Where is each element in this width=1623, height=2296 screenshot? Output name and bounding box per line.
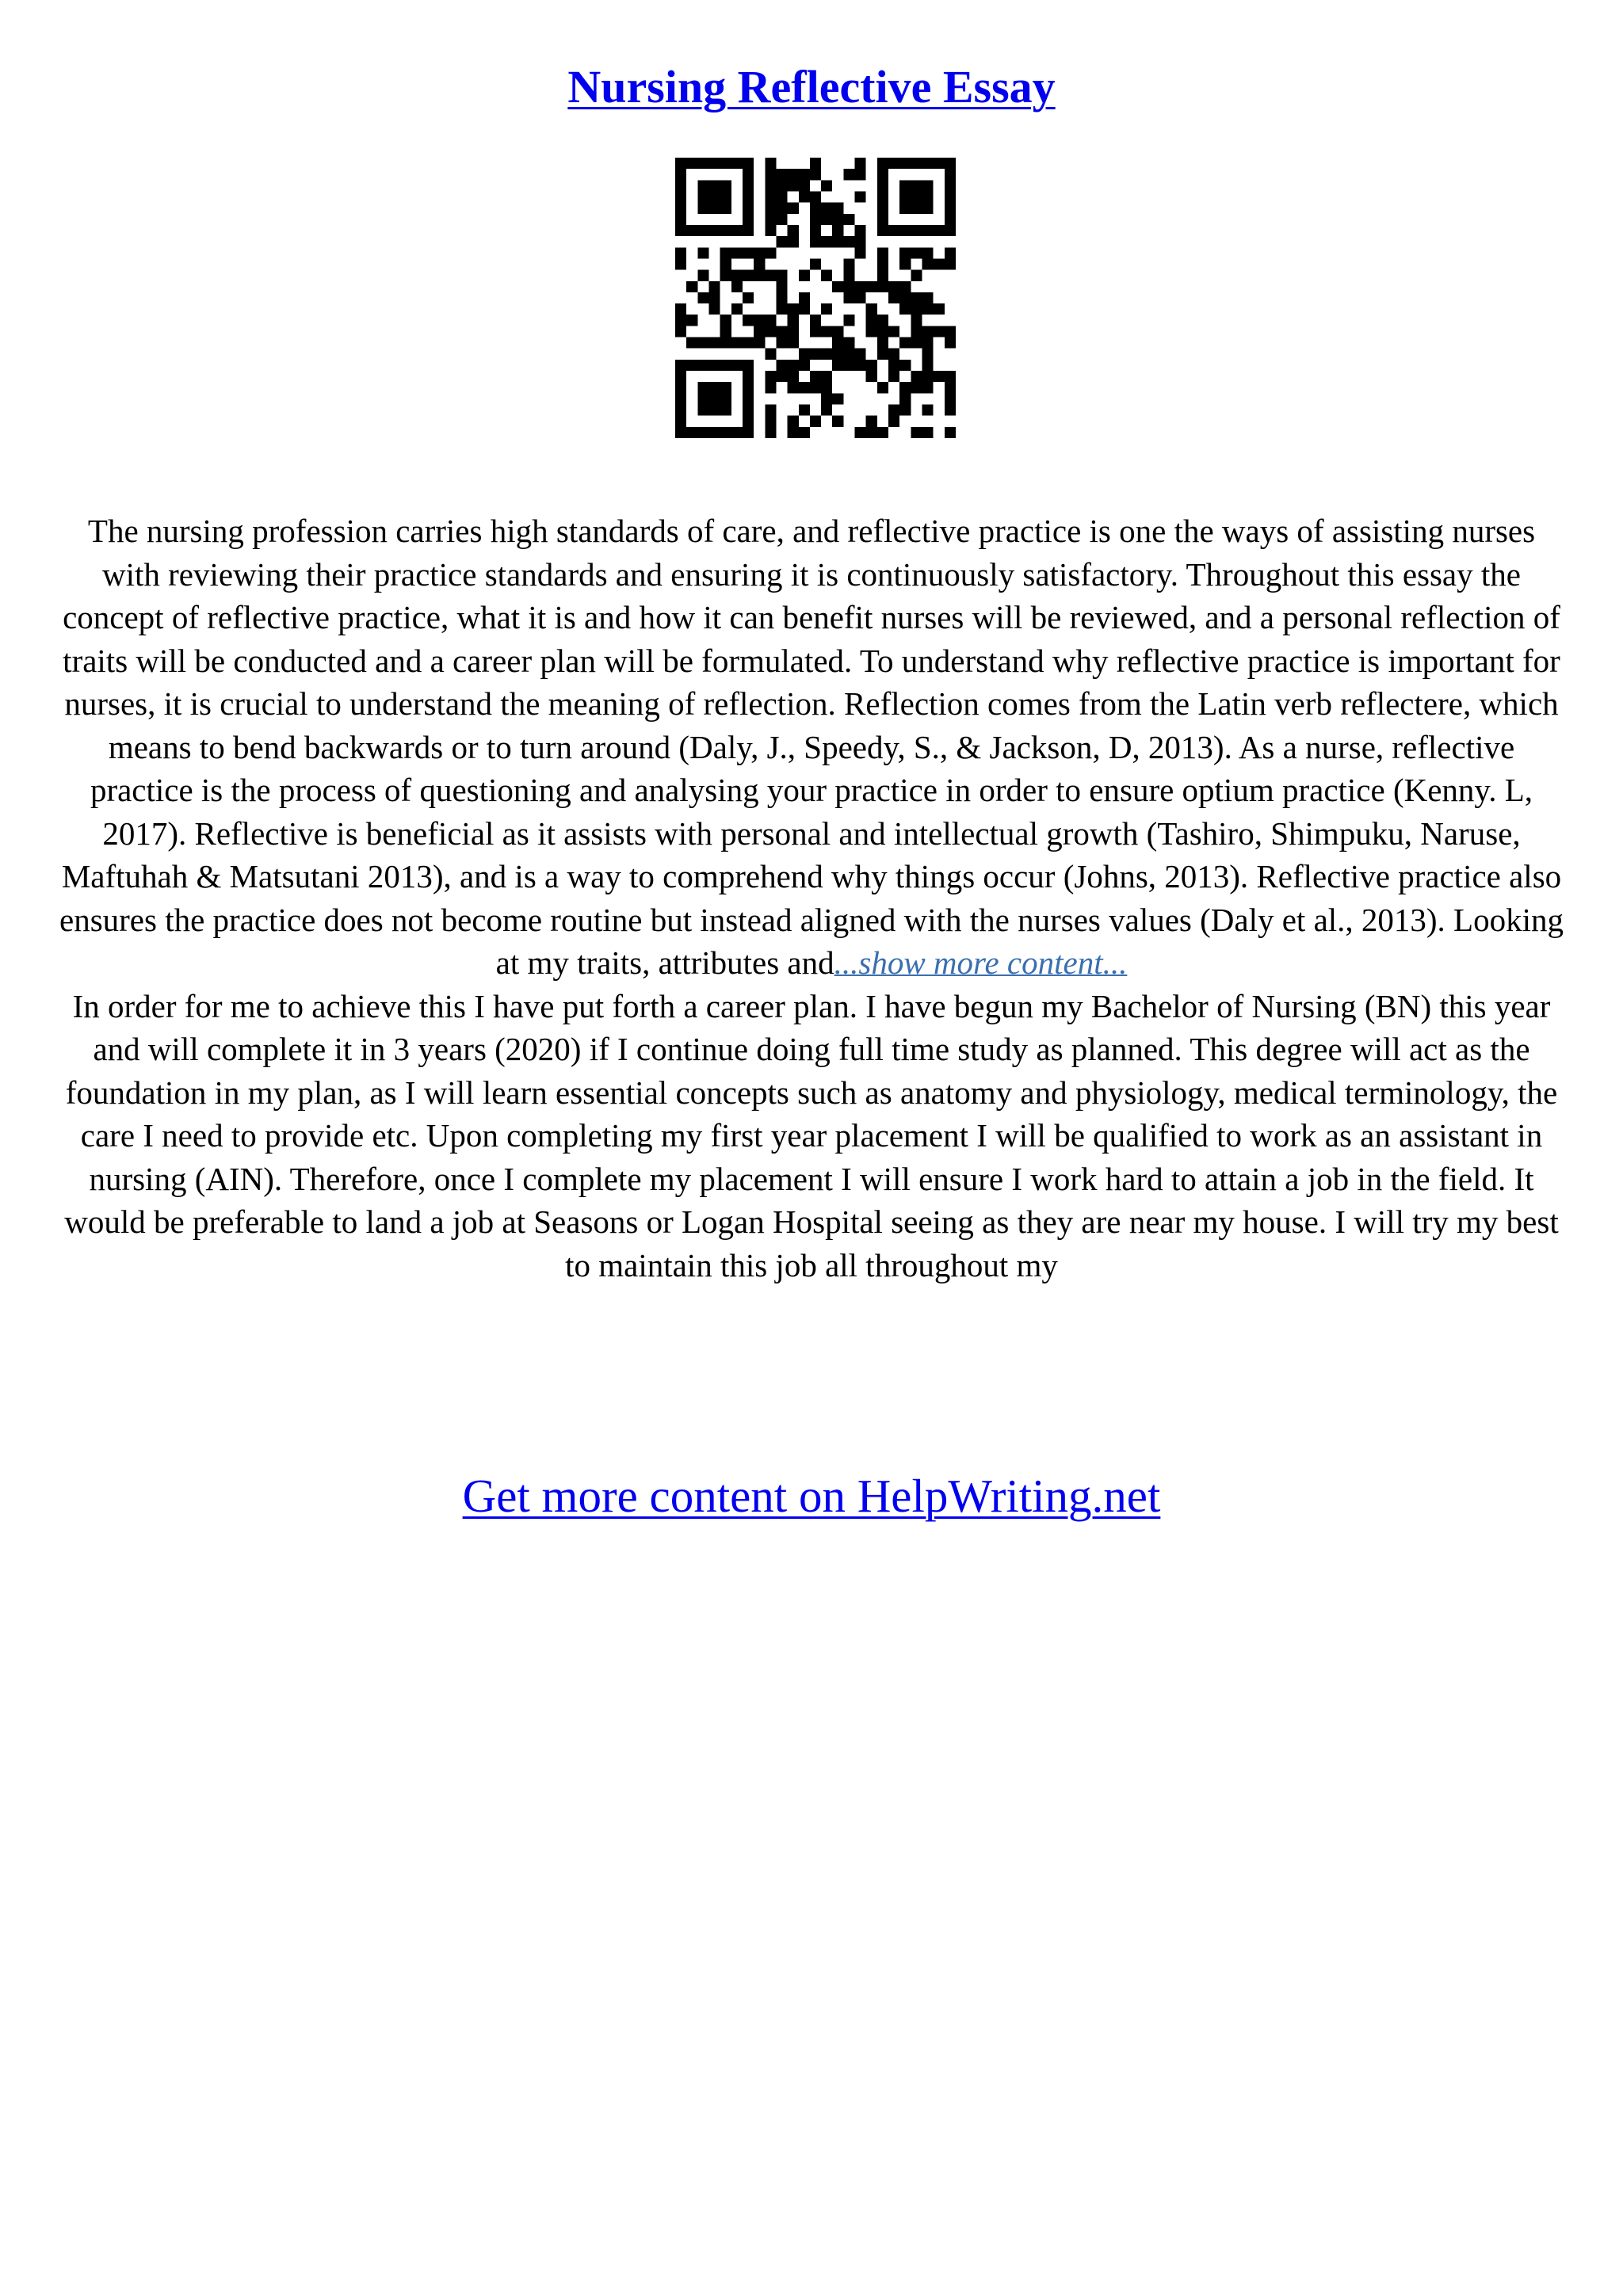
- essay-paragraph-1-text: The nursing profession carries high standards of care, and reflective practice is one the ways of assisting nurses with reviewing their practice standards and ensuring it is continuously satisfactory. Throughout this essay the concept of reflective practice, what it is and how it can benefit nurses will be reviewed, and a personal reflection of traits will be conducted and a career plan will be formulated. To understand why reflective practice is important for nurses, it is crucial to understand the meaning of reflection. Reflection comes from the Latin verb reflectere, which means to bend backwards or to turn around (Daly, J., Speedy, S., & Jackson, D, 2013). As a nurse, reflective practice is the process of questioning and analysing your practice in order to ensure optium practice (Kenny. L, 2017). Reflective is beneficial as it assists with personal and intellectual growth (Tashiro, Shimpuku, Naruse, Maftuhah & Matsutani 2013), and is a way to comprehend why things occur (Johns, 2013). Reflective practice also ensures the practice does not become routine but instead aligned with the nurses values (Daly et al., 2013). Looking at my traits, attributes and: [59, 513, 1564, 981]
- essay-paragraph-2: In order for me to achieve this I have put forth a career plan. I have begun my Bachelor of Nursing (BN) this year and will complete it in 3 years (2020) if I continue doing full time study as planned. This degree will act as the foundation in my plan, as I will learn essential concepts such as anatomy and physiology, medical terminology, the care I need to provide etc. Upon completing my first year placement I will be qualified to work as an assistant in nursing (AIN). Therefore, once I complete my placement I will ensure I work hard to attain a job in the field. It would be preferable to land a job at Seasons or Logan Hospital seeing as they are near my house. I will try my best to maintain this job all throughout my: [64, 987, 1559, 1283]
- qr-code-icon: [675, 158, 956, 438]
- page-title: [0, 55, 1623, 119]
- footer: [0, 1464, 1623, 1527]
- footer-link[interactable]: Get more content on HelpWriting.net: [462, 1470, 1161, 1522]
- essay-paragraph-1: [55, 509, 1568, 985]
- title-link[interactable]: Nursing Reflective Essay: [567, 61, 1056, 113]
- show-more-link[interactable]: ...show more content...: [834, 944, 1128, 981]
- essay-excerpt: [55, 509, 1568, 1287]
